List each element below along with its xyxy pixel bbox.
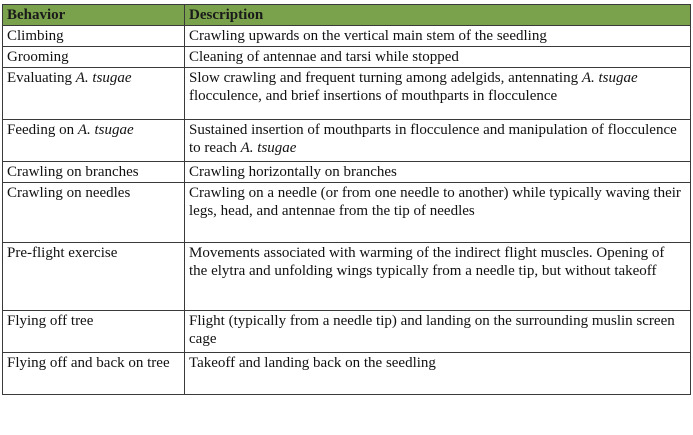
description-cell: Slow crawling and frequent turning among adelgids, antennating A. tsugae flocculence, and brief insertions of mouthparts in flocculence <box>185 68 691 120</box>
table-row <box>3 162 691 183</box>
behavior-cell: Feeding on A. tsugae <box>3 120 185 162</box>
table-row <box>3 183 691 243</box>
table-row <box>3 311 691 353</box>
description-cell: Crawling upwards on the vertical main stem of the seedling <box>185 26 691 47</box>
behavior-cell: Pre-flight exercise <box>3 243 185 311</box>
header-row <box>3 5 691 26</box>
description-cell: Sustained insertion of mouthparts in flocculence and manipulation of flocculence to reach A. tsugae <box>185 120 691 162</box>
behavior-cell: Grooming <box>3 47 185 68</box>
table-row <box>3 353 691 395</box>
behavior-cell: Evaluating A. tsugae <box>3 68 185 120</box>
behavior-cell: Crawling on branches <box>3 162 185 183</box>
description-cell: Crawling on a needle (or from one needle to another) while typically waving their legs, head, and antennae from the tip of needles <box>185 183 691 243</box>
behavior-cell: Crawling on needles <box>3 183 185 243</box>
description-cell: Takeoff and landing back on the seedling <box>185 353 691 395</box>
behavior-cell: Climbing <box>3 26 185 47</box>
table-row <box>3 47 691 68</box>
header-behavior: Behavior <box>3 5 185 26</box>
behavior-table <box>2 4 691 395</box>
behavior-cell: Flying off tree <box>3 311 185 353</box>
species-name: A. tsugae <box>75 70 132 86</box>
description-cell: Flight (typically from a needle tip) and landing on the surrounding muslin screen cage <box>185 311 691 353</box>
behavior-cell: Flying off and back on tree <box>3 353 185 395</box>
table-body <box>3 26 691 395</box>
species-name: A. tsugae <box>581 70 638 86</box>
description-cell: Crawling horizontally on branches <box>185 162 691 183</box>
description-cell: Cleaning of antennae and tarsi while stopped <box>185 47 691 68</box>
table-row <box>3 26 691 47</box>
species-name: A. tsugae <box>77 122 134 138</box>
species-name: A. tsugae <box>240 140 297 156</box>
header-description: Description <box>185 5 691 26</box>
description-cell: Movements associated with warming of the indirect flight muscles. Opening of the elytra and unfolding wings typically from a needle tip, but without takeoff <box>185 243 691 311</box>
table-row <box>3 68 691 120</box>
table-row <box>3 120 691 162</box>
table-row <box>3 243 691 311</box>
